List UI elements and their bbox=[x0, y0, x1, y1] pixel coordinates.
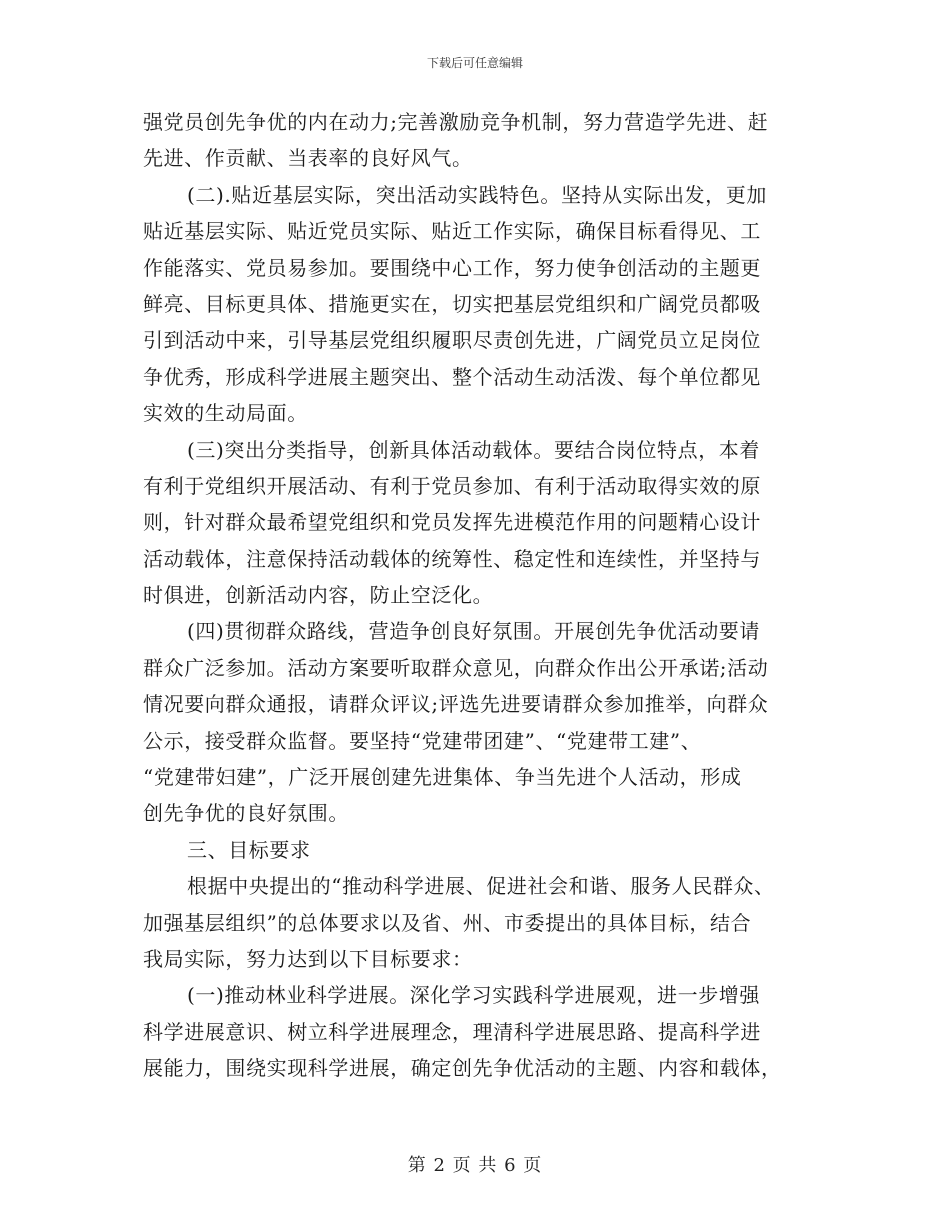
text-line: 活动载体，注意保持活动载体的统筹性、稳定性和连续性，并坚持与 bbox=[143, 546, 761, 571]
text-line: 根据中央提出的“推动科学进展、促进社会和谐、服务人民群众、 bbox=[187, 874, 775, 899]
text-line: 作能落实、党员易参加。要围绕中心工作，努力使争创活动的主题更 bbox=[143, 255, 761, 280]
text-line: 情况要向群众通报，请群众评议;评选先进要请群众参加推举，向群众 bbox=[143, 692, 769, 717]
text-line: 群众广泛参加。活动方案要听取群众意见，向群众作出公开承诺;活动 bbox=[143, 655, 769, 680]
text-line: (三)突出分类指导，创新具体活动载体。要结合岗位特点，本着 bbox=[187, 437, 761, 462]
text-line: 加强基层组织”的总体要求以及省、州、市委提出的具体目标，结合 bbox=[143, 910, 752, 935]
text-line: 先进、作贡献、当表率的良好风气。 bbox=[143, 146, 473, 171]
text-line: 创先争优的良好氛围。 bbox=[143, 801, 349, 826]
text-line: 争优秀，形成科学进展主题突出、整个活动生动活泼、每个单位都见 bbox=[143, 364, 761, 389]
text-line: 展能力，围绕实现科学进展，确定创先争优活动的主题、内容和载体， bbox=[143, 1056, 782, 1081]
text-line: 三、目标要求 bbox=[187, 837, 311, 862]
text-line: 有利于党组织开展活动、有利于党员参加、有利于活动取得实效的原 bbox=[143, 473, 761, 498]
text-line: 鲜亮、目标更具体、措施更实在，切实把基层党组织和广阔党员都吸 bbox=[143, 291, 761, 316]
text-line: 强党员创先争优的内在动力;完善激励竞争机制，努力营造学先进、赶 bbox=[143, 110, 769, 134]
text-line: “党建带妇建”，广泛开展创建先进集体、争当先进个人活动，形成 bbox=[143, 765, 742, 790]
text-line: 则，针对群众最希望党组织和党员发挥先进模范作用的问题精心设计 bbox=[143, 510, 761, 535]
text-line: 我局实际，努力达到以下目标要求： bbox=[143, 946, 473, 971]
text-line: (一)推动林业科学进展。深化学习实践科学进展观，进一步增强 bbox=[187, 983, 761, 1008]
document-body bbox=[143, 104, 813, 1087]
page-header-note: 下载后可任意编辑 bbox=[426, 56, 523, 70]
text-line: (四)贯彻群众路线，营造争创良好氛围。开展创先争优活动要请 bbox=[187, 619, 761, 644]
text-line: (二).贴近基层实际，突出活动实践特色。坚持从实际出发，更加 bbox=[187, 182, 767, 207]
page-number: 第 2 页 共 6 页 bbox=[407, 1155, 543, 1176]
text-line: 科学进展意识、树立科学进展理念，理清科学进展思路、提高科学进 bbox=[143, 1019, 761, 1044]
text-line: 贴近基层实际、贴近党员实际、贴近工作实际，确保目标看得见、工 bbox=[143, 219, 761, 244]
text-line: 时俱进，创新活动内容，防止空泛化。 bbox=[143, 583, 494, 608]
text-line: 实效的生动局面。 bbox=[143, 401, 308, 426]
text-line: 公示，接受群众监督。要坚持“党建带团建”、“党建带工建”、 bbox=[143, 728, 702, 753]
text-line: 引到活动中来，引导基层党组织履职尽责创先进，广阔党员立足岗位 bbox=[143, 328, 761, 353]
